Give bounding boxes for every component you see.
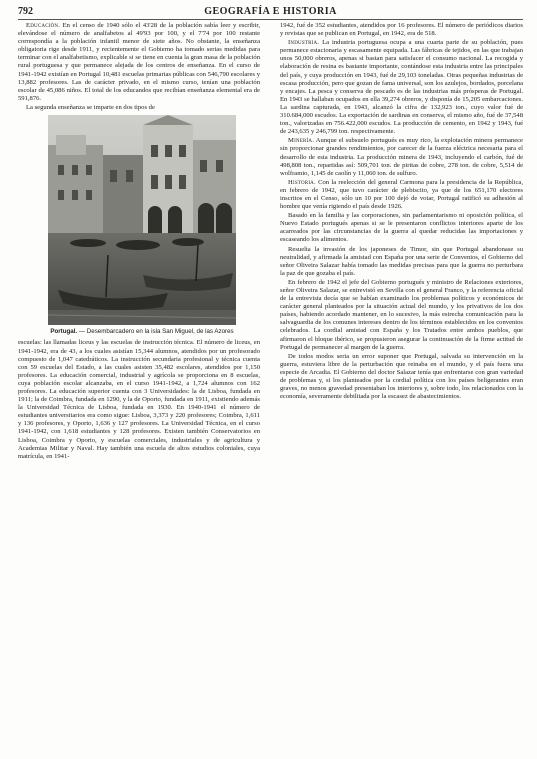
left-column	[18, 22, 260, 749]
paragraph-economy: De todos modos seria un error suponer que Portugal, salvada su intervención en la guerra, estuviera libre de la perturbación que reinaba en el mundo, y el país fuera una especie de Arcadia. El Gobierno del doctor Salazar tenía que enfrentarse con gran variedad de problemas y, si los planteados por la cordial política con los países beligerantes eran graves, no menos gravedad presentaban los interiores y, sobre todo, los relacionados con la economía, severamente debilitada por la escasez de abastecimientos.	[280, 352, 523, 401]
figure	[48, 115, 236, 335]
paragraph-timor: Resuelta la invasión de los japoneses de Timor, sin que Portugal abandonase su neutralidad, y afirmada la amistad con España por una serie de Convenios, el Gobierno del señor Oliveira Salazar había tomado las medidas precisas para que la guerra no perturbara la paz de que gozaba el país.	[280, 245, 523, 277]
paragraph-history	[280, 179, 523, 211]
paragraph-salazar: En febrero de 1942 el jefe del Gobierno portugués y ministro de Relaciones exteriores, señor Oliveira Salazar, se entrevistó en Sevilla con el general Franco, y la referencia oficial de la entrevista decía que se habían examinado los problemas políticos y económicos de carácter general planteados por la situación actual del mundo, y los privativos de los dos países, habiendo acordado mantener, en lo sucesivo, la más estrecha comunicación para la salvaguardia de los comunes intereses dentro de los términos establecidos en los convenios celebrados. La cordial amistad con España y los Tratados entre ambos pueblos, que afirmaron el bloque ibérico, se propusieron asegurar la continuación de la firme actitud de Portugal de permanecer al margen de la guerra.	[280, 278, 523, 351]
paragraph-schools: escuelas: las llamadas liceus y las escuelas de instrucción técnica. El número de liceus, en 1941-1942, era de 43, a los cuales asistían 15,344 alumnos, atendidos por un profesorado compuesto de 1,047 catedráticos. La instrucción secundaria profesional y técnica cuenta con 59 escuelas del Estado, a las cuales asisten 35,482 escolares, atendidos por 1,150 profesores. La educación comercial, industrial y agrícola se proporciona en 8 escuelas, cuya población escolar alcanzaba, en el curso 1941-1942, a 1,724 alumnos con 162 profesores. La educación superior cuenta con 3 Universidades: la de Lisboa, fundada en 1911; la de Coimbra, fundada en 1290, y la de Oporto, fundada en 1911, existiendo además la Universidad Técnica de Lisboa, fundada en 1930. En 1940-1941 el número de estudiantes universitarios era como sigue: Lisboa, 3,373 y 220 profesores; Coimbra, 1,611 y 136 profesores, y Oporto, 1,636 y 127 profesores. La Universidad Técnica, en el curso 1941-1942, con 1,618 estudiantes y 128 profesores. Existen también Conservatorios en Lisboa, Coimbra y Oporto, y escuelas comerciales, industriales y de agricultura y Academias Militar y Naval. Hay también una escuela de altos estudios coloniales, cuya matrícula, en 1941-	[18, 339, 260, 460]
right-column	[280, 22, 523, 749]
figure-caption	[48, 328, 236, 335]
section-heading-history: Historia.	[288, 178, 316, 186]
paragraph-students: 1942, fué de 352 estudiantes, atendidos por 16 profesores. El número de periódicos diarios y revistas que se publican en Portugal, en 1942, era de 518.	[280, 22, 523, 38]
paragraph-mining	[280, 137, 523, 177]
section-heading-industry: Industria.	[288, 39, 320, 47]
caption-text: — Desembarcadero en la isla San Miguel, de las Azores	[78, 328, 234, 336]
paragraph-new-state: Basado en la familia y las corporaciones, sin parlamentarismo ni oposición política, el Nuevo Estado portugués apenas si se le presentaron conflictos interiores aparte de los acarreados por las circunstancias de la guerra al quedar reducidas las importaciones y escaseando los alimentos.	[280, 212, 523, 244]
paragraph-text: En el censo de 1940 sólo el 43'28 de la población sabía leer y escribir, elevándose el número de analfabetos al 49'93 por 100, y el 7'74 por 100 restante correspondía a la población infantil menor de siete años. No obstante, la enseñanza obligatoria rige desde 1911, y recientemente el Gobierno ha tomado serias medidas para terminar con el analfabetismo, explicable si se tiene en cuenta la gran masa de la población rural portuguesa y que permanece alejada de los centros de enseñanza. En el curso de 1941-1942 existían en Portugal 10,481 escuelas primarias públicas con 546,790 escolares y 13,882 profesores. Las de carácter privado, en el mismo curso, tenían una población escolar de 45,086 niños. El total de los educandos que recibían enseñanza elemental era de 591,876.	[18, 22, 260, 102]
photo-azores-dock	[48, 115, 236, 325]
page-number: 792	[18, 6, 33, 17]
page-header	[18, 6, 523, 20]
paragraph-text: Con la reelección del general Carmona para la presidencia de la República, en febrero de 1942, que tuvo carácter de plebiscito, ya que de los 651,170 electores inscritos en el Censo, sólo un 10 por 100 dejó de votar, Portugal ratificó su adhesión al hombre que venía rigiendo el país desde 1926.	[280, 178, 523, 211]
paragraph-text: Aunque el subsuelo portugués es muy rico, la explotación minera permanece sin proporcionar grandes rendimientos, por carecer de la fuerza eléctrica necesaria para el desarrollo de esta industria. La producción minera de 1943, incluyendo el carbón, fué de 498,808 ton., repartidas así: 509,701 ton. de piritas de cobre, 278 ton. de cobre, 5,514 de wolframio, 1,145 de caolín y 11,060 ton. de sulfuro.	[280, 137, 523, 177]
section-heading-mining: Minería.	[288, 137, 315, 145]
running-title: GEOGRAFÍA E HISTORIA	[204, 6, 337, 17]
paragraph-secondary: La segunda enseñanza se imparte en dos tipos de	[26, 103, 155, 111]
header-rule	[18, 19, 523, 20]
paragraph-industry	[280, 39, 523, 136]
paragraph-text: La industria portuguesa ocupa a una cuarta parte de su población, pues permanece estacionaria y escasamente equipada. Las fábricas de tejidos, en las que trabajan unos 50,000 obreros, apenas si bastan para satisfacer el consumo nacional. La recogida y elaboración de resina es bastante importante, contándose esta industria entre las principales del país, y cuya producción en 1943, fué de 29,103 toneladas. Otras pequeñas industrias de escasa producción, pero que gozan de fama universal, son los azulejos, bordados, porcelana y encajes. La pesca y conserva de pescado es de las industrias más prósperas de Portugal. En 1943 se hallaban ocupados en ella 39,274 obreros, y disponía de 15,205 embarcaciones. La sardina capturada, en 1943, alcanzó la cifra de 132,923 ton., cuyo valor fué de 310.684,000 escudos. La exportación de sardinas en conserva, el mismo año, fué de 37,548 ton., valorizadas en 756.422,000 escudos. La producción de cemento, en 1942 y 1943, fué de 243,635 y 246,799 ton. respectivamente.	[280, 39, 523, 136]
section-heading-education: Educación.	[26, 22, 61, 29]
paragraph-education	[18, 22, 260, 103]
caption-place: Portugal.	[50, 328, 78, 336]
